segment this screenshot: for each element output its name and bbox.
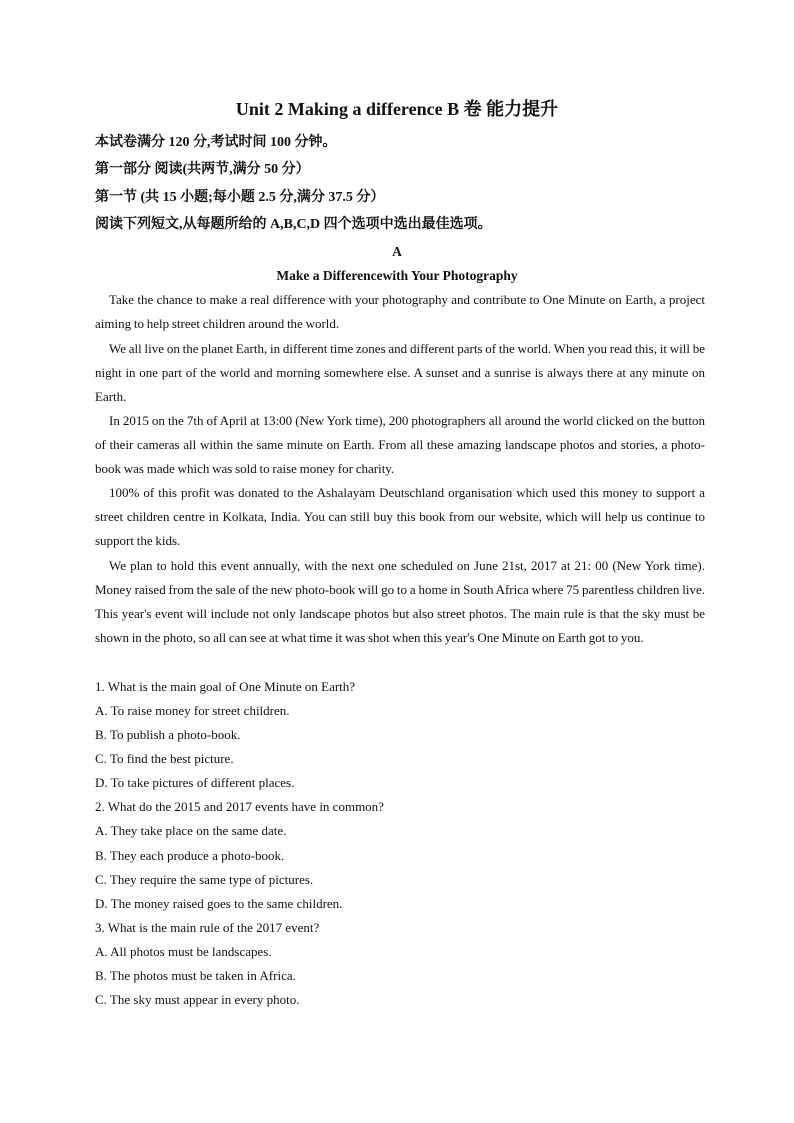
passage-letter: A	[392, 244, 402, 259]
question-stem: 3. What is the main rule of the 2017 event?	[95, 920, 320, 935]
passage-paragraph: We all live on the planet Earth, in different time zones and different parts of the world. When you read this, it will be night in one part of the world and morning somewhere else. A sunset and a sunrise is always there at any minute on Earth.	[95, 341, 705, 404]
exam-info-line: 本试卷满分 120 分,考试时间 100 分钟。	[95, 135, 337, 150]
answer-option: B. They each produce a photo-book.	[95, 848, 285, 863]
page-title: Unit 2 Making a difference B 卷 能力提升	[235, 99, 559, 119]
answer-option: D. To take pictures of different places.	[95, 775, 295, 790]
instructions: 阅读下列短文,从每题所给的 A,B,C,D 四个选项中选出最佳选项。	[95, 217, 492, 232]
answer-option: A. To raise money for street children.	[95, 703, 290, 718]
answer-option: A. All photos must be landscapes.	[95, 944, 272, 959]
passage-paragraph: Take the chance to make a real difference with your photography and contribute to One Minute on Earth, a project aiming to help street children around the world.	[95, 292, 705, 331]
answer-option: C. To find the best picture.	[95, 751, 234, 766]
passage-paragraph: In 2015 on the 7th of April at 13:00 (New York time), 200 photographers all around the world clicked on the button of their cameras all within the same minute on Earth. From all these amazing landscape photos and stories, a photo-book was made which was sold to raise money for charity.	[95, 413, 705, 476]
passage-title: Make a Differencewith Your Photography	[276, 268, 518, 283]
passage-paragraph: 100% of this profit was donated to the Ashalayam Deutschland organisation which used this money to support a street children centre in Kolkata, India. You can still buy this book from our website, which will help us continue to support the kids.	[95, 485, 705, 548]
question-stem: 1. What is the main goal of One Minute on Earth?	[95, 679, 356, 694]
question-stem: 2. What do the 2015 and 2017 events have in common?	[95, 799, 384, 814]
answer-option: D. The money raised goes to the same children.	[95, 896, 343, 911]
answer-option: C. They require the same type of pictures.	[95, 872, 314, 887]
subsection-heading: 第一节 (共 15 小题;每小题 2.5 分,满分 37.5 分）	[95, 190, 385, 205]
answer-option: A. They take place on the same date.	[95, 823, 287, 838]
answer-option: C. The sky must appear in every photo.	[95, 992, 300, 1007]
passage-paragraph: We plan to hold this event annually, with the next one scheduled on June 21st, 2017 at 21: 00 (New York time). Money raised from the sale of the new photo-book will go to a home in South Africa where 75 parentless children live. This year's event will include not only landscape photos but also street photos. The main rule is that the sky must be shown in the photo, so all can see at what time it was shot when this year's One Minute on Earth got to you.	[95, 558, 705, 645]
section-heading: 第一部分 阅读(共两节,满分 50 分）	[95, 162, 310, 177]
answer-option: B. The photos must be taken in Africa.	[95, 968, 296, 983]
answer-option: B. To publish a photo-book.	[95, 727, 241, 742]
